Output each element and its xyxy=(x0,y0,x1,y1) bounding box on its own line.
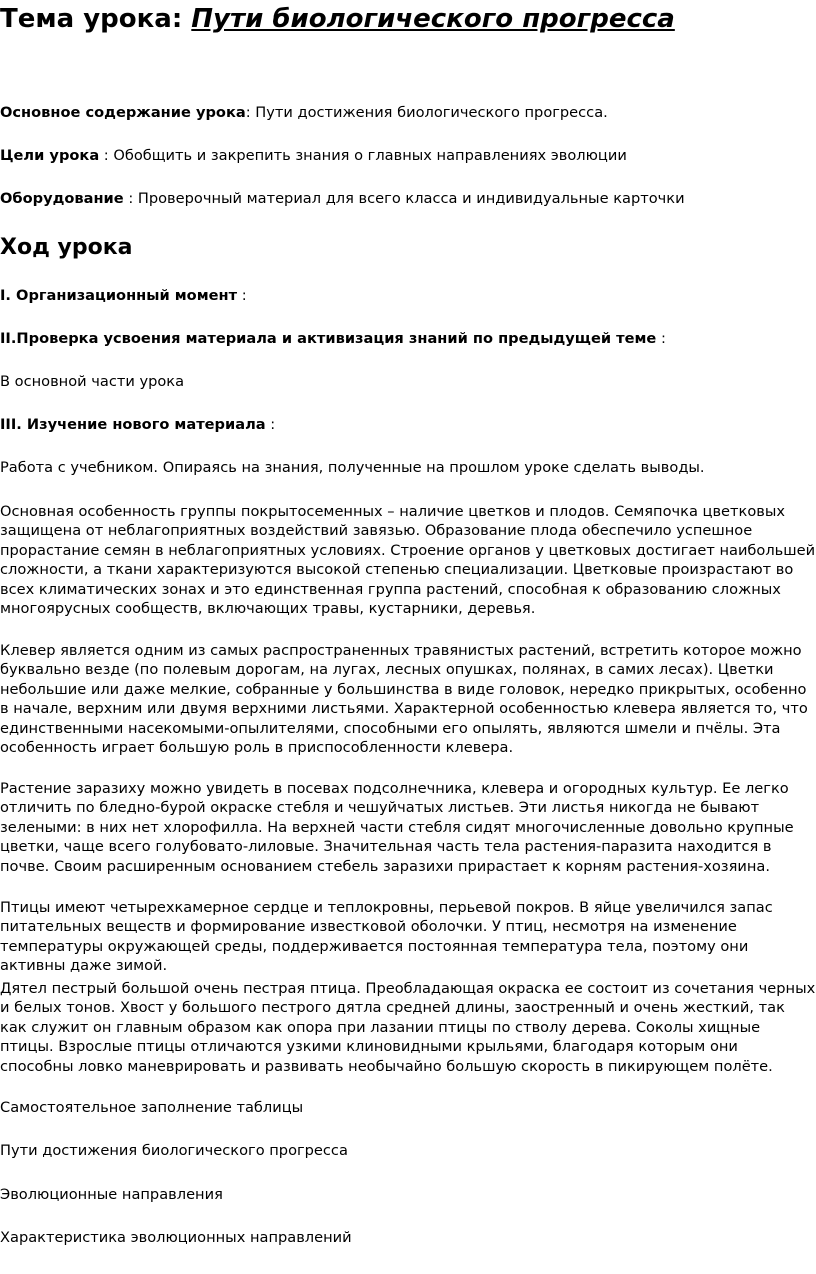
paragraph-woodpecker: Дятел пестрый большой очень пестрая птица. Преобладающая окраска ее состоит из сочетания черных и белых тонов. Хвост у большого пестрого дятла средней длины, заостренный и очень жесткий, так как служит он главным образом как опора при лазании птицы по стволу дерева. Соколы хищные птицы. Взрослые птицы отличаются узкими клиновидными крыльями, благодаря которым они способны ловко маневрировать и развивать необычайно большую скорость в пикирующем полёте. xyxy=(0,980,816,1075)
goals-line xyxy=(0,146,627,166)
stage1-label: I. Организационный момент xyxy=(0,287,238,304)
stage1-line xyxy=(0,286,247,306)
title-label: Тема урока: xyxy=(0,4,183,34)
content-label: Основное содержание урока xyxy=(0,104,246,121)
goals-label: Цели урока xyxy=(0,147,100,164)
page-title xyxy=(0,2,675,36)
stage2-label: II.Проверка усвоения материала и активизация знаний по предыдущей теме xyxy=(0,330,657,347)
goals-value: : Обобщить и закрепить знания о главных направлениях эволюции xyxy=(99,147,627,164)
content-line xyxy=(0,103,608,123)
stage1-suffix: : xyxy=(237,287,247,304)
table-column-characteristics: Характеристика эволюционных направлений xyxy=(0,1229,352,1246)
section-heading: Ход урока xyxy=(0,235,133,260)
equipment-line xyxy=(0,189,685,209)
stage2-suffix: : xyxy=(656,330,666,347)
content-value: : Пути достижения биологического прогресса. xyxy=(245,104,608,121)
equipment-value: : Проверочный материал для всего класса и индивидуальные карточки xyxy=(123,190,685,207)
intro-text: Работа с учебником. Опираясь на знания, полученные на прошлом уроке сделать выводы. xyxy=(0,459,705,476)
equipment-label: Оборудование xyxy=(0,190,124,207)
title-subject: Пути биологического прогресса xyxy=(191,4,675,34)
table-title: Пути достижения биологического прогресса xyxy=(0,1142,348,1159)
paragraph-angiosperms: Основная особенность группы покрытосеменных – наличие цветков и плодов. Семяпочка цветковых защищена от неблагоприятных воздействий завязью. Образование плода обеспечило успешное прорастание семян в неблагоприятных условиях. Строение органов у цветковых достигает наибольшей сложности, а ткани характеризуются высокой степенью специализации. Цветковые произрастают во всех климатических зонах и это единственная группа растений, способная к образованию сложных многоярусных сообществ, включающих травы, кустарники, деревья. xyxy=(0,503,816,618)
stage3-label: III. Изучение нового материала xyxy=(0,416,266,433)
paragraph-broomrape: Растение заразиху можно увидеть в посевах подсолнечника, клевера и огородных культур. Ее легко отличить по бледно-бурой окраске стебля и чешуйчатых листьев. Эти листья никогда не бывают зелеными: в них нет хлорофилла. На верхней части стебля сидят многочисленные довольно крупные цветки, чаще всего голубовато-лиловые. Значительная часть тела растения-паразита находится в почве. Своим расширенным основанием стебель заразихи прирастает к корням растения-хозяина. xyxy=(0,780,794,875)
stage3-suffix: : xyxy=(265,416,276,433)
stage2-text: В основной части урока xyxy=(0,373,185,390)
paragraph-birds: Птицы имеют четырехкамерное сердце и теплокровны, перьевой покров. В яйце увеличился запас питательных веществ и формирование известковой оболочки. У птиц, несмотря на изменение температуры окружающей среды, поддерживается постоянная температура тела, поэтому они активны даже зимой. xyxy=(0,899,773,975)
stage2-line xyxy=(0,329,666,349)
table-task: Самостоятельное заполнение таблицы xyxy=(0,1099,304,1116)
paragraph-clover: Клевер является одним из самых распространенных травянистых растений, встретить которое можно буквально везде (по полевым дорогам, на лугах, лесных опушках, полянах, в самих лесах). Цветки небольшие или даже мелкие, собранные у большинства в виде головок, нередко прикрытых, особенно в начале, верхним или двумя верхними листьями. Характерной особенностью клевера является то, что единственными насекомыми-опылителями, способными его опылять, являются шмели и пчёлы. Эта особенность играет большую роль в приспособленности клевера. xyxy=(0,642,808,757)
table-column-directions: Эволюционные направления xyxy=(0,1186,223,1203)
stage3-line xyxy=(0,415,275,435)
